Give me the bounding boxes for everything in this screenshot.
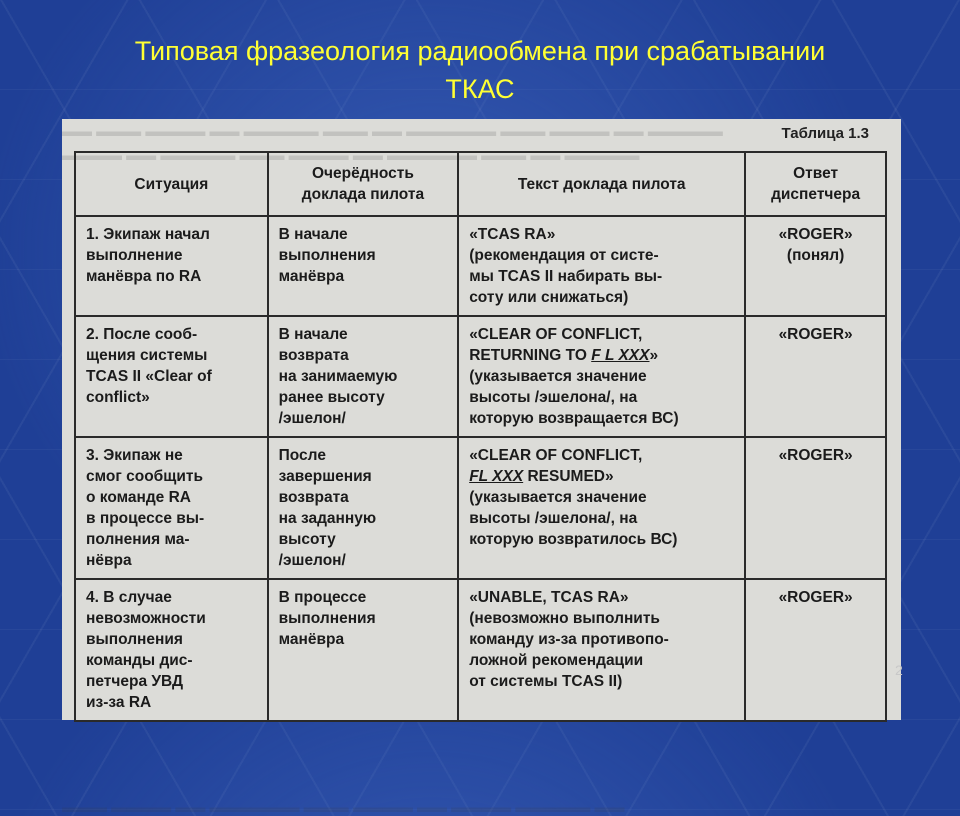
table-row [75,316,886,437]
cell-order: В начале выполнения манёвра [268,216,459,316]
flight-level-placeholder: F L XXX [591,347,650,364]
table-row [75,216,886,316]
cell-controller-answer: «ROGER» [745,579,886,721]
cell-situation: 1. Экипаж начал выполнение манёвра по RA [75,216,268,316]
cell-pilot-text: «CLEAR OF CONFLICT, FL XXX RESUMED» (указывается значение высоты /эшелона/, на которую возвратилось ВС) [458,437,745,579]
slide-title [40,32,920,108]
cell-pilot-text: «UNABLE, TCAS RA» (невозможно выполнить команду из-за противопо- ложной рекомендации от системы TCAS II) [458,579,745,721]
cell-situation: 3. Экипаж не смог сообщить о команде RA в процессе вы- полнения ма- нёвра [75,437,268,579]
table-caption: Таблица 1.3 [781,125,869,142]
slide-title-line-2: ТКАС [445,74,515,104]
cell-pilot-text: «CLEAR OF CONFLICT, RETURNING TO F L XXX» (указывается значение высоты /эшелона/, на которую возвращается ВС) [458,316,745,437]
header-order: Очерёдность доклада пилота [268,152,459,216]
scanned-table-image [62,119,901,816]
slide-title-line-1: Типовая фразеология радиообмена при срабатывании [134,36,826,66]
flight-level-placeholder: FL XXX [469,468,524,485]
cell-order: После завершения возврата на заданную высоту /эшелон/ [268,437,459,579]
cell-pilot-text: «TCAS RA» (рекомендация от систе- мы TCAS II набирать вы- соту или снижаться) [458,216,745,316]
table-row [75,579,886,721]
table-row [75,437,886,579]
phraseology-table [74,151,887,722]
cell-situation: 4. В случае невозможности выполнения команды дис- петчера УВД из-за RA [75,579,268,721]
bleed-through-texture: ▬▬▬ ▬▬▬▬ ▬▬ ▬▬▬▬▬▬ ▬▬▬ ▬▬▬▬ ▬▬ ▬▬▬▬ ▬▬▬▬▬ ▬▬ [62,799,625,816]
page-number: 2 [895,662,903,678]
cell-order: В начале возврата на занимаемую ранее высоту /эшелон/ [268,316,459,437]
cell-controller-answer: «ROGER» (понял) [745,216,886,316]
header-situation: Ситуация [75,152,268,216]
header-controller-answer: Ответ диспетчера [745,152,886,216]
cell-situation: 2. После сооб- щения системы TCAS II «Clear of conflict» [75,316,268,437]
cell-order: В процессе выполнения манёвра [268,579,459,721]
header-pilot-text: Текст доклада пилота [458,152,745,216]
bleed-through-texture: ▬▬▬▬ ▬▬ ▬▬▬▬▬ ▬▬▬ ▬▬▬▬ ▬▬ ▬▬▬▬▬▬ ▬▬▬ ▬▬ ▬▬▬▬▬ [62,147,640,164]
bleed-through-texture: ▬▬ ▬▬▬ ▬▬▬▬ ▬▬ ▬▬▬▬▬ ▬▬▬ ▬▬ ▬▬▬▬▬▬ ▬▬▬ ▬▬▬▬ ▬▬ ▬▬▬▬▬ [62,123,723,140]
cell-controller-answer: «ROGER» [745,437,886,579]
cell-controller-answer: «ROGER» [745,316,886,437]
table-header-row [75,152,886,216]
